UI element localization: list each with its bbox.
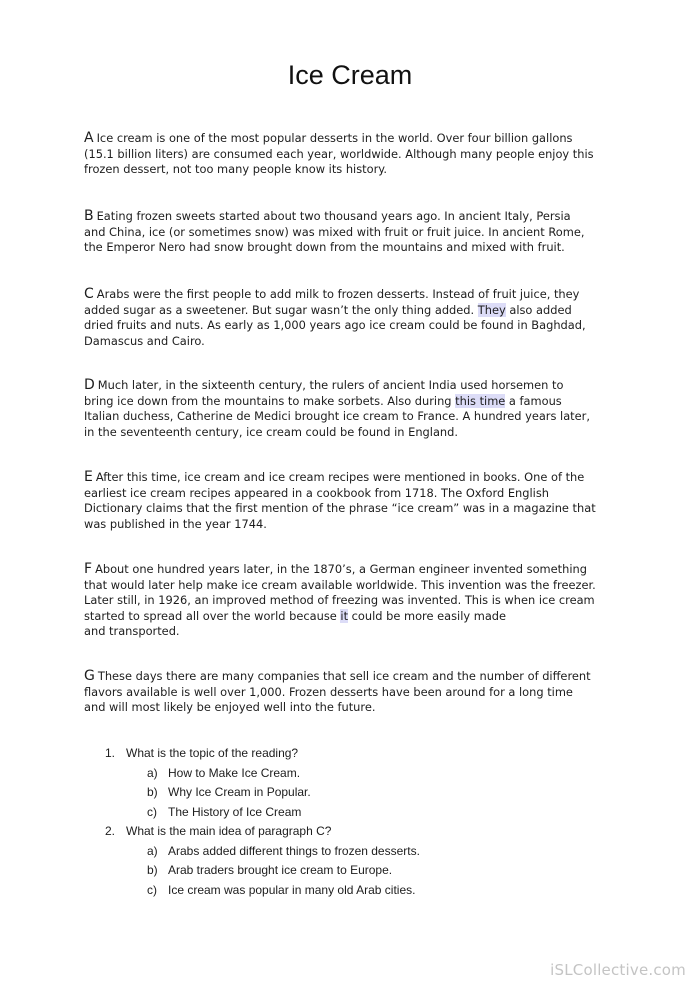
option-letter: c) bbox=[147, 882, 157, 897]
highlighted-phrase: this time bbox=[455, 393, 506, 408]
option-text: How to Make Ice Cream. bbox=[168, 765, 301, 780]
paragraph-line: flavors available is well over 1,000. Frozen desserts have been around for a long time bbox=[84, 684, 573, 699]
paragraph-line: dried fruits and nuts. As early as 1,000 years ago ice cream could be found in Baghdad, bbox=[84, 318, 586, 333]
paragraph-e bbox=[84, 470, 624, 532]
paragraph-letter: G bbox=[84, 668, 95, 684]
paragraph-line: started to spread all over the world because bbox=[84, 608, 341, 623]
paragraph-line: the Emperor Nero had snow brought down from the mountains and mixed with fruit. bbox=[84, 240, 565, 255]
paragraph-line: Italian duchess, Catherine de Medici brought ice cream to France. A hundred years later, bbox=[84, 409, 590, 424]
paragraph-a bbox=[84, 131, 624, 178]
paragraph-c bbox=[84, 287, 624, 349]
watermark: iSLCollective.com bbox=[550, 961, 686, 979]
question-text: What is the topic of the reading? bbox=[126, 746, 299, 760]
answer-option bbox=[105, 881, 625, 901]
paragraph-line: Ice cream is one of the most popular desserts in the world. Over four billion gallons bbox=[96, 131, 573, 145]
paragraph-g bbox=[84, 669, 624, 716]
paragraph-line: was published in the year 1744. bbox=[84, 516, 267, 531]
paragraph-line: added sugar as a sweetener. But sugar wasn’t the only thing added. bbox=[84, 302, 478, 317]
paragraph-line: also added bbox=[505, 302, 572, 317]
question-2 bbox=[105, 822, 625, 842]
paragraph-line: Arabs were the first people to add milk to frozen desserts. Instead of fruit juice, they bbox=[96, 287, 580, 301]
highlighted-word: it bbox=[340, 608, 349, 623]
option-letter: a) bbox=[147, 765, 158, 780]
question-number: 1. bbox=[105, 746, 116, 760]
paragraph-letter: E bbox=[84, 469, 93, 485]
paragraph-line: Eating frozen sweets started about two thousand years ago. In ancient Italy, Persia bbox=[96, 209, 571, 223]
answer-option bbox=[105, 861, 625, 881]
paragraph-line: that would later help make ice cream available worldwide. This invention was the freezer. bbox=[84, 577, 596, 592]
paragraph-letter: C bbox=[84, 286, 94, 302]
paragraph-line: Later still, in 1926, an improved method of freezing was invented. This is when ice cream bbox=[84, 593, 595, 608]
option-text: Why Ice Cream in Popular. bbox=[168, 785, 311, 799]
option-letter: b) bbox=[147, 785, 158, 799]
option-letter: c) bbox=[147, 804, 157, 819]
paragraph-line: Damascus and Cairo. bbox=[84, 333, 205, 348]
option-text: Ice cream was popular in many old Arab cities. bbox=[168, 882, 416, 897]
answer-option bbox=[105, 803, 625, 823]
question-number: 2. bbox=[105, 824, 116, 838]
highlighted-word: They bbox=[477, 302, 506, 317]
paragraph-letter: B bbox=[84, 208, 94, 224]
paragraph-line: could be more easily made bbox=[348, 608, 507, 623]
paragraph-line: After this time, ice cream and ice cream recipes were mentioned in books. One of the bbox=[95, 470, 585, 484]
paragraph-line: and China, ice (or sometimes snow) was mixed with fruit or fruit juice. In ancient Rome, bbox=[84, 224, 585, 239]
paragraph-line: and will most likely be enjoyed well into the future. bbox=[84, 700, 376, 715]
question-text: What is the main idea of paragraph C? bbox=[126, 824, 332, 838]
paragraph-f bbox=[84, 562, 624, 640]
paragraph-line: About one hundred years later, in the 1870’s, a German engineer invented something bbox=[95, 562, 587, 576]
paragraph-letter: D bbox=[84, 377, 95, 393]
question-list bbox=[105, 744, 625, 900]
page-title: Ice Cream bbox=[287, 60, 413, 90]
paragraph-line: Dictionary claims that the first mention of the phrase “ice cream” was in a magazine that bbox=[84, 501, 596, 516]
option-text: Arab traders brought ice cream to Europe. bbox=[168, 863, 393, 877]
option-letter: a) bbox=[147, 843, 158, 858]
option-text: Arabs added different things to frozen desserts. bbox=[168, 843, 420, 858]
option-letter: b) bbox=[147, 863, 158, 877]
option-text: The History of Ice Cream bbox=[168, 804, 302, 819]
answer-option bbox=[105, 764, 625, 784]
paragraph-line: frozen dessert, not too many people know its history. bbox=[84, 162, 388, 177]
paragraph-line: bring ice down from the mountains to make sorbets. Also during bbox=[84, 393, 456, 408]
paragraph-line: (15.1 billion liters) are consumed each year, worldwide. Although many people enjoy this bbox=[84, 146, 594, 161]
paragraph-d bbox=[84, 378, 624, 440]
answer-option bbox=[105, 783, 625, 803]
paragraph-line: a famous bbox=[505, 393, 562, 408]
paragraph-line: and transported. bbox=[84, 624, 180, 639]
paragraph-letter: F bbox=[84, 561, 93, 577]
paragraph-line: Much later, in the sixteenth century, the rulers of ancient India used horsemen to bbox=[97, 378, 564, 392]
paragraph-letter: A bbox=[84, 130, 94, 146]
answer-option bbox=[105, 842, 625, 862]
paragraph-line: earliest ice cream recipes appeared in a cookbook from 1718. The Oxford English bbox=[84, 485, 549, 500]
paragraph-line: These days there are many companies that sell ice cream and the number of different bbox=[97, 669, 591, 683]
paragraph-b bbox=[84, 209, 624, 256]
question-1 bbox=[105, 744, 625, 764]
paragraph-line: in the seventeenth century, ice cream could be found in England. bbox=[84, 424, 458, 439]
